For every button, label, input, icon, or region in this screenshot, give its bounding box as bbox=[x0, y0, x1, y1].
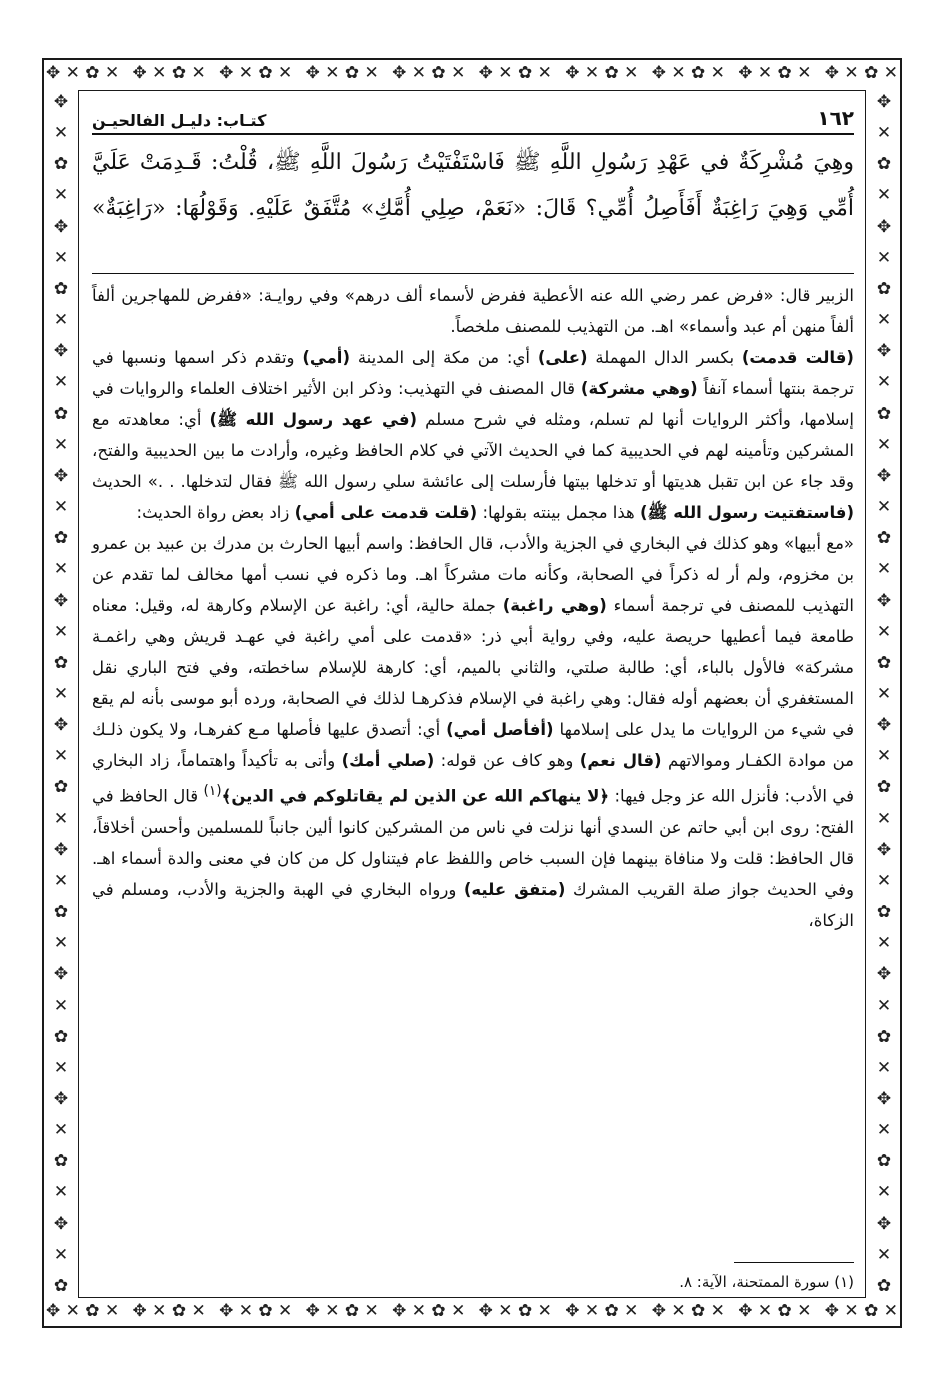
bold-phrase: (صلي أمك) bbox=[341, 751, 435, 770]
text-run: قال الحافظ في الفتح: روى ابن أبي حاتم عن السدي أنها نزلت في ناس من المشركين كانوا ألين جانباً للمسلمين وأحسن أخلاقاً، قال الحافظ: قلت ولا منافاة بينهما فإن السبب خاص واللفظ عام فيتناول كل من كان في معنى والدة أسماء اهـ. وفي الحديث جواز صلة القريب المشرك bbox=[92, 786, 854, 899]
paragraph bbox=[92, 342, 854, 528]
bold-phrase: (قلت قدمت على أمي) bbox=[294, 503, 478, 522]
footnote: (١) سورة الممتحنة، الآية: ٨. bbox=[679, 1273, 854, 1291]
bold-phrase: (متفق عليه) bbox=[463, 879, 566, 899]
bold-phrase: (على) bbox=[537, 348, 588, 367]
page-header bbox=[92, 98, 854, 130]
ornament-border-top: ✥ ✕ ✿ ✕ ✥ ✕ ✿ ✕ ✥ ✕ ✿ ✕ ✥ ✕ ✿ ✕ ✥ ✕ ✿ ✕ ✥ ✕ ✿ ✕ ✥ ✕ ✿ ✕ ✥ ✕ ✿ ✕ ✥ ✕ ✿ ✕ ✥ ✕ ✿ ✕ bbox=[46, 63, 898, 83]
text-run: زاد بعض رواة الحديث: bbox=[136, 503, 295, 522]
text-run: أي: أتصدق عليها فأصلها مـع كفرهـا، ولا يكون ذلـك من موادة الكفـار وموالاتهم bbox=[92, 720, 855, 770]
bold-phrase: (قالت قدمت) bbox=[741, 348, 854, 367]
quran-verse: ﴿لا ينهاكم الله عن الذين لم يقاتلوكم في الدين﴾ bbox=[221, 786, 610, 806]
ornament-border-bottom: ✥ ✕ ✿ ✕ ✥ ✕ ✿ ✕ ✥ ✕ ✿ ✕ ✥ ✕ ✿ ✕ ✥ ✕ ✿ ✕ ✥ ✕ ✿ ✕ ✥ ✕ ✿ ✕ ✥ ✕ ✿ ✕ ✥ ✕ ✿ ✕ ✥ ✕ ✿ ✕ bbox=[46, 1301, 898, 1321]
text-run: «مع أبيها» وهو كذلك في البخاري في الجزية والأدب، قال الحافظ: واسم أبيها الحارث بن مدرك بن عبيد بن عمرو بن مخزوم، ولم أر له ذكراً في الصحابة، وكأنه مات مشركاً اهـ. وما ذكره في نسب أمها مخالف لما تقدم عن التهذيب للمصنف في ترجمة أسماء bbox=[92, 534, 854, 615]
book-title: كتـاب: دليـل الفالحيـن bbox=[92, 111, 267, 130]
text-run: قال المصنف في التهذيب: وذكر ابن الأثير اختلاف العلماء والروايات في إسلامها، وأكثر الروايات أنها لم تسلم، ومثله في شرح مسلم bbox=[92, 379, 854, 429]
bold-phrase: (وهي مشركة) bbox=[580, 379, 698, 398]
hadith-line: وهِيَ مُشْرِكَةٌ في عَهْدِ رَسُولِ اللَّهِ ﷺ فَاسْتَفْتَيْتُ رَسُولَ اللَّهِ ﷺ، قُلْتُ: قَـدِمَتْ عَلَيَّ bbox=[92, 150, 854, 175]
text-run: وتقدم ذكر اسمها ونسبها في ترجمة بنتها أسماء آنفاً bbox=[92, 348, 855, 398]
paragraph bbox=[92, 528, 854, 936]
page-number: ١٦٢ bbox=[817, 106, 854, 130]
paragraph: الزبير قال: «فرض عمر رضي الله عنه الأعطية ففرض لأسماء ألف درهم» وفي روايـة: «ففرض للمهاجرين ألفاً ألفاً منهن أم عبد وأسماء» اهـ. من التهذيب للمصنف ملخصاً. bbox=[92, 286, 854, 336]
commentary-text bbox=[92, 280, 854, 936]
footnote-marker[interactable]: (١) bbox=[203, 783, 222, 799]
bold-phrase: (أمي) bbox=[302, 348, 350, 367]
bold-phrase: (قال نعم) bbox=[579, 751, 662, 770]
ornament-border-left: ✥ ✕ ✿ ✕ ✥ ✕ ✿ ✕ ✥ ✕ ✿ ✕ ✥ ✕ ✿ ✕ ✥ ✕ ✿ ✕ ✥ ✕ ✿ ✕ ✥ ✕ ✿ ✕ ✥ ✕ ✿ ✕ ✥ ✕ ✿ ✕ ✥ ✕ ✿ bbox=[53, 92, 69, 1296]
footnote-divider bbox=[734, 1262, 854, 1263]
bold-phrase: (فاستفتيت رسول الله ﷺ) bbox=[639, 503, 854, 522]
ornament-border-right: ✥ ✕ ✿ ✕ ✥ ✕ ✿ ✕ ✥ ✕ ✿ ✕ ✥ ✕ ✿ ✕ ✥ ✕ ✿ ✕ ✥ ✕ ✿ ✕ ✥ ✕ ✿ ✕ ✥ ✕ ✿ ✕ ✥ ✕ ✿ ✕ ✥ ✕ ✿ bbox=[876, 92, 892, 1296]
bold-phrase: (أفأصل أمي) bbox=[446, 720, 554, 739]
bold-phrase: (في عهد رسول الله ﷺ) bbox=[209, 410, 418, 429]
text-run: وهو كاف عن قوله: bbox=[434, 751, 580, 770]
hadith-line: أُمِّي وَهِيَ رَاغِبَةٌ أَفَأَصِلُ أُمِّي؟ قَالَ: «نَعَمْ، صِلِي أُمَّكِ» مُتَّفَقٌ عَلَيْهِ. وَقَوْلُهَا: «رَاغِبَةٌ» bbox=[92, 196, 854, 221]
text-run: هذا مجمل بينته بقولها: bbox=[477, 503, 640, 522]
commentary-divider bbox=[92, 273, 854, 274]
text-run: أي: معاهدته مع المشركين وتأمينه لهم في الحديبية كما في الحديث الآتي في كلام الحافظ وغيره، وأرادت ما بين الحديبية والفتح، وقد جاء عن ابن تقبل هديتها أو تدخلها بيتها فأرسلت إلى عائشة سلي رسول الله ﷺ فقال لتدخلها. . .» الحديث bbox=[92, 410, 854, 491]
bold-phrase: (وهي راغبة) bbox=[502, 596, 607, 615]
header-divider bbox=[92, 133, 854, 135]
text-run: جملة حالية، أي: راغبة عن الإسلام وكارهة له، وقيل: معناه طامعة فيما أعطيها حريصة عليه، وفي رواية أبي ذر: «قدمت على أمي راغبة في عهـد قريش وهي راغمـة مشركة» فالأول بالباء، أي: طالبة صلتي، والثاني بالميم، أي: كارهة للإسلام ساخطته، وفي فتح الباري نقل المستغفري أن بعضهم أوله فقال: وهي راغبة في الإسلام فذكرهـا لذلك في الصحابة، ورده أبو موسى بأنه لم يقع في شيء من الروايات ما يدل على إسلامها bbox=[92, 596, 855, 739]
text-run: أي: من مكة إلى المدينة bbox=[350, 348, 538, 367]
hadith-text bbox=[92, 140, 854, 232]
text-run: ورواه البخاري في الهبة والجزية والأدب، ومسلم في الزكاة، bbox=[92, 879, 854, 930]
text-run: وأتى به تأكيداً واهتماماً، زاد البخاري في الأدب: فأنزل الله عز وجل فيها: bbox=[92, 751, 855, 806]
text-run: بكسر الدال المهملة bbox=[587, 348, 742, 367]
